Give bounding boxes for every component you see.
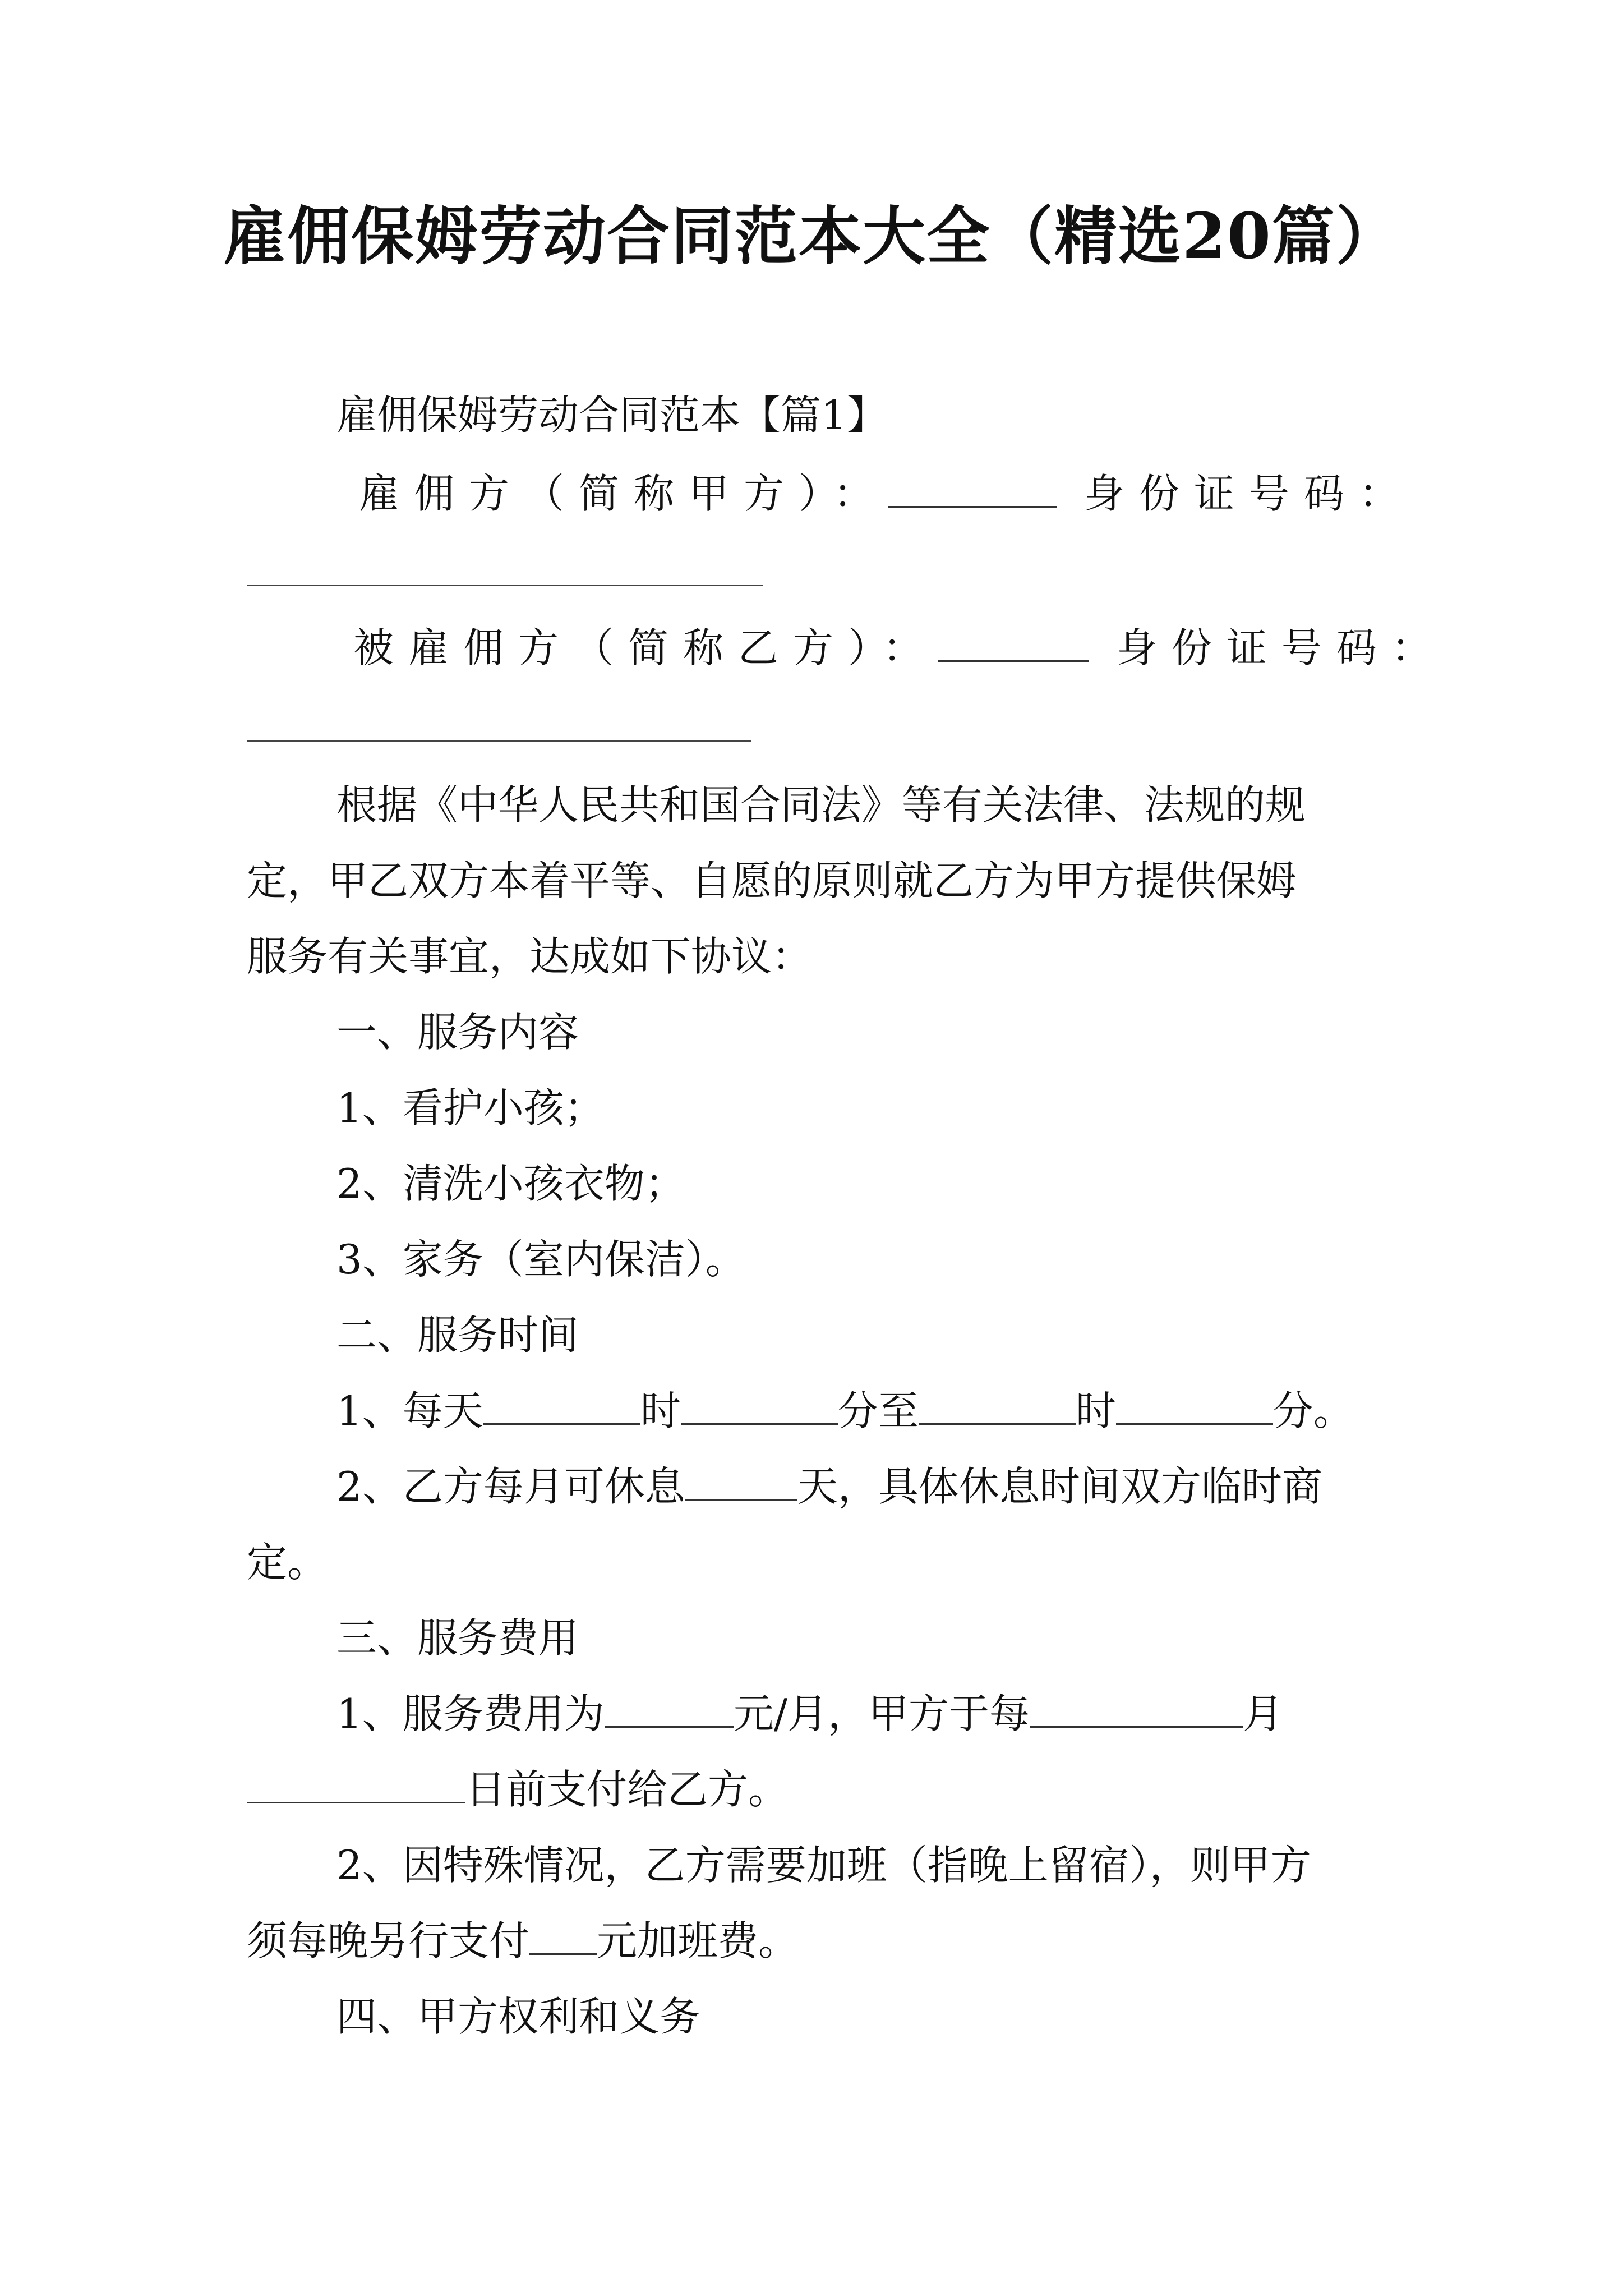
preamble-line-3: 服务有关事宜，达成如下协议：	[247, 933, 813, 980]
employee-id-label: 身份证号码：	[1116, 624, 1446, 671]
section1-item-3: 3、家务（室内保洁）。	[336, 1236, 746, 1283]
start-minute-blank[interactable]	[681, 1387, 838, 1425]
section1-item-2: 2、清洗小孩衣物；	[336, 1160, 685, 1207]
employee-id-blank[interactable]	[247, 740, 751, 742]
employee-line	[353, 620, 1446, 676]
end-hour-blank[interactable]	[919, 1387, 1076, 1425]
overtime-fee-blank[interactable]	[529, 1917, 597, 1955]
fee-line	[336, 1686, 1283, 1742]
rest-line	[336, 1458, 1322, 1515]
time-hour-label-2: 时	[1075, 1387, 1116, 1434]
overtime-prefix: 须每晚另行支付	[247, 1917, 530, 1964]
fee-line-end-text: 日前支付给乙方。	[465, 1766, 789, 1813]
section2-heading: 二、服务时间	[336, 1312, 579, 1359]
employee-name-blank[interactable]	[938, 624, 1089, 662]
document-title: 雇佣保姆劳动合同范本大全（精选20篇）	[223, 200, 1400, 273]
overtime-line-1: 2、因特殊情况，乙方需要加班（指晚上留宿），则甲方	[336, 1842, 1311, 1889]
overtime-line-2	[247, 1913, 799, 1969]
preamble-line-1: 根据《中华人民共和国合同法》等有关法律、法规的规	[336, 781, 1306, 829]
employee-label: 被雇佣方（简称乙方）：	[353, 624, 938, 671]
employer-name-blank[interactable]	[888, 470, 1057, 508]
monthly-fee-blank[interactable]	[605, 1690, 734, 1728]
time-prefix: 1、每天	[336, 1387, 483, 1434]
preamble-line-2: 定，甲乙双方本着平等、自愿的原则就乙方为甲方提供保姆	[247, 857, 1297, 904]
start-hour-blank[interactable]	[483, 1387, 640, 1425]
end-minute-blank[interactable]	[1116, 1387, 1273, 1425]
time-hour-label: 时	[640, 1387, 681, 1434]
rest-suffix: 天，具体休息时间双方临时商	[797, 1463, 1322, 1510]
fee-prefix: 1、服务费用为	[336, 1690, 605, 1737]
fee-middle: 元/月，甲方于每	[733, 1690, 1030, 1737]
rest-line-end: 定。	[247, 1539, 328, 1586]
fee-line-end	[247, 1761, 789, 1818]
section3-heading: 三、服务费用	[336, 1614, 579, 1662]
overtime-suffix: 元加班费。	[597, 1917, 799, 1964]
fee-month-label: 月	[1243, 1690, 1284, 1737]
section4-heading: 四、甲方权利和义务	[336, 1993, 700, 2040]
employer-id-blank[interactable]	[247, 585, 763, 586]
payment-month-blank[interactable]	[1030, 1690, 1243, 1728]
employer-line	[359, 466, 1414, 522]
time-line	[336, 1383, 1354, 1439]
employer-id-label: 身份证号码：	[1083, 470, 1414, 517]
rest-days-blank[interactable]	[685, 1463, 797, 1501]
time-to-label: 分至	[837, 1387, 919, 1434]
section1-item-1: 1、看护小孩；	[336, 1084, 605, 1131]
time-suffix: 分。	[1272, 1387, 1354, 1434]
rest-prefix: 2、乙方每月可休息	[336, 1463, 685, 1510]
section-subtitle: 雇佣保姆劳动合同范本【篇1】	[336, 392, 887, 439]
employer-label: 雇佣方（简称甲方）：	[359, 470, 889, 517]
payment-day-blank[interactable]	[247, 1766, 465, 1803]
section1-heading: 一、服务内容	[336, 1009, 579, 1056]
